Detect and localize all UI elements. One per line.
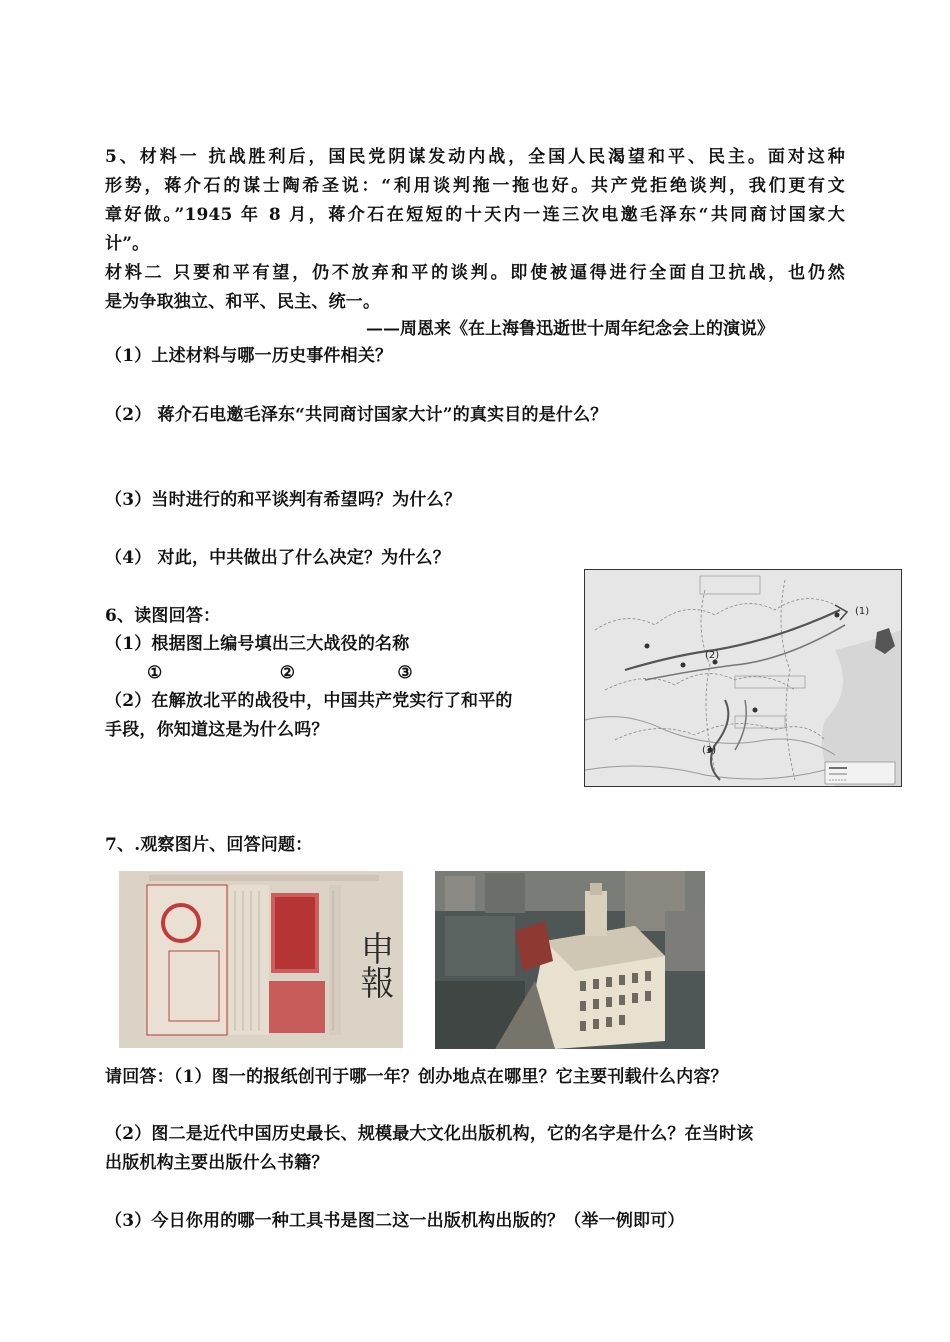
q5-material1-line4: 计”。 [105,234,150,254]
q5-sub1: （1）上述材料与哪一历史事件相关？ [105,346,393,366]
building-graphic [435,871,705,1049]
q5-material1-line3: 章好做。”1945 年 8 月，蒋介石在短短的十天内一连三次电邀毛泽东“共同商讨国家大 [105,205,845,225]
q5-sub3: （3）当时进行的和平谈判有希望吗？为什么？ [105,490,462,510]
map-label-3: (3) [702,745,717,756]
q7-sub2-line1: （2）图二是近代中国历史最长、规模最大文化出版机构，它的名字是什么？在当时该 [105,1124,754,1144]
q5-material2-line2: 是为争取独立、和平、民主、统一。 [105,292,381,312]
q6-circle-2: ② [279,663,296,683]
q5-source: ——周恩来《在上海鲁迅逝世十周年纪念会上的演说》 [366,319,774,339]
q7-answer-intro: 请回答：（1）图一的报纸创刊于哪一年？创办地点在哪里？它主要刊载什么内容？ [105,1067,728,1087]
q6-circle-row [147,662,413,684]
three-campaigns-map [584,569,902,787]
q5-material1-line2: 形势，蒋介石的谋士陶希圣说：“利用谈判拖一拖也好。共产党拒绝谈判，我们更有文 [105,176,845,196]
q6-sub2-line2: 手段，你知道这是为什么吗？ [105,720,329,740]
map-label-1: (1) [855,606,870,617]
commercial-press-building-image [435,871,705,1049]
q5-sub4: （4） 对此，中共做出了什么决定？为什么？ [105,548,450,568]
q7-sub3: （3）今日你用的哪一种工具书是图二这一出版机构出版的？（举一例即可） [105,1211,685,1231]
q5-material1-line1: 5、材料一 抗战胜利后，国民党阴谋发动内战，全国人民渴望和平、民主。面对这种 [105,147,845,167]
q5-material2-line1: 材料二 只要和平有望，仍不放弃和平的谈判。即使被逼得进行全面自卫抗战，也仍然 [105,263,845,283]
shenbao-newspaper-image [119,871,403,1048]
map-label-2: (2) [705,650,720,661]
q6-circle-3: ③ [397,663,413,683]
q6-sub2-line1: （2）在解放北平的战役中，中国共产党实行了和平的 [105,691,513,711]
q5-sub2: （2） 蒋介石电邀毛泽东“共同商讨国家大计”的真实目的是什么？ [105,405,608,425]
q7-sub2-line2: 出版机构主要出版什么书籍？ [105,1153,329,1173]
newspaper-masthead: 申報 [354,931,394,999]
newspaper-graphic [119,871,403,1048]
q6-sub1: （1）根据图上编号填出三大战役的名称 [105,634,410,654]
q6-circle-1: ① [147,663,163,683]
q6-title: 6、读图回答： [105,606,221,626]
q7-title: 7、.观察图片、回答问题： [105,835,313,855]
map-graphic [585,570,901,786]
